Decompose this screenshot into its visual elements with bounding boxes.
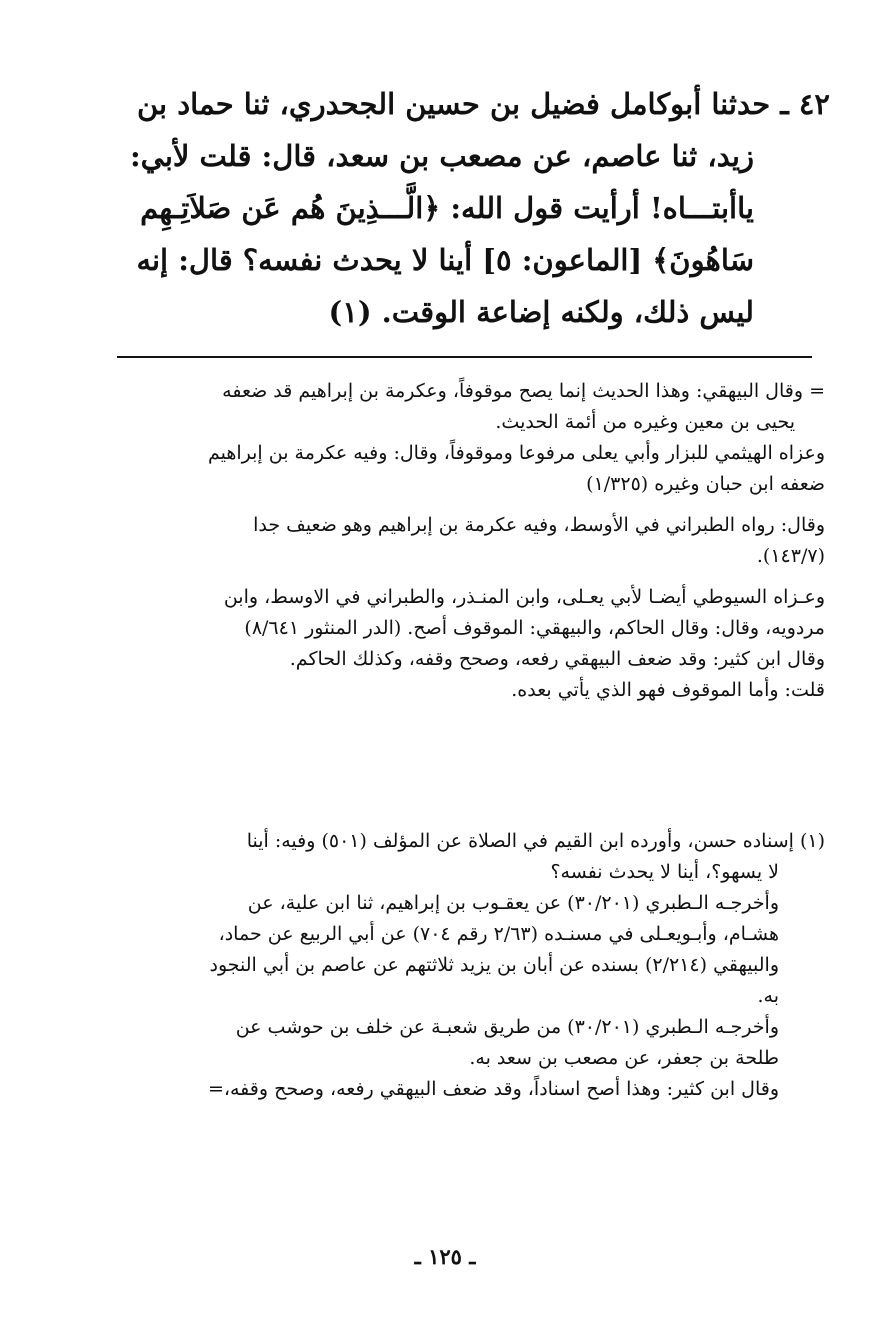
footnote-line: (١) إسناده حسن، وأورده ابن القيم في الصلاة عن المؤلف (٥٠١) وفيه: أينا: [246, 830, 825, 852]
footnote-line: طلحة بن جعفر، عن مصعب بن سعد به.: [469, 1047, 779, 1069]
page-number: ـ ١٢٥ ـ: [414, 1244, 476, 1269]
hadith-line: ليس ذلك، ولكنه إضاعة الوقت. (١): [328, 295, 754, 329]
footnote-line: هشـام، وأبـويعـلى في مسنـده (٢/٦٣ رقم ٧٠٤) عن أبي الربيع عن حماد،: [218, 923, 779, 945]
footnote-line: ضعفه ابن حبان وغيره (١/٣٢٥): [586, 473, 825, 495]
footnote-line: وعزاه الهيثمي للبزار وأبي يعلى مرفوعا وموقوفاً، وقال: وفيه عكرمة بن إبراهيم: [207, 442, 825, 464]
footnote-line: يحيى بن معين وغيره من أئمة الحديث.: [495, 411, 795, 433]
footnote-line: لا يسهو؟، أينا لا يحدث نفسه؟: [550, 861, 779, 883]
footnote-line: وقال: رواه الطبراني في الأوسط، وفيه عكرمة بن إبراهيم وهو ضعيف جدا: [253, 514, 825, 536]
footnote-line: وعـزاه السيوطي أيضـا لأبي يعـلى، وابن المنـذر، والطبراني في الاوسط، وابن: [223, 586, 825, 608]
hadith-text: [110, 78, 830, 338]
footnote-line: = وقال البيهقي: وهذا الحديث إنما يصح موقوفاً، وعكرمة بن إبراهيم قد ضعفه: [222, 380, 825, 402]
footnote-line: وأخرجـه الـطبري (٣٠/٢٠١) من طريق شعبـة عن خلف بن حوشب عن: [235, 1016, 779, 1038]
hadith-line: زيد، ثنا عاصم، عن مصعب بن سعد، قال: قلت لأبي:: [129, 139, 754, 173]
footnote-line: وأخرجـه الـطبري (٣٠/٢٠١) عن يعقـوب بن إبراهيم، ثنا ابن علية، عن: [247, 892, 779, 914]
footnote-line: وقال ابن كثير: وقد ضعف البيهقي رفعه، وصحح وقفه، وكذلك الحاكم.: [289, 648, 825, 670]
footnote-line: مردويه، وقال: وقال الحاكم، والبيهقي: الموقوف أصح. (الدر المنثور ٨/٦٤١): [244, 617, 825, 639]
hadith-line: ٤٢ ـ حدثنا أبوكامل فضيل بن حسين الجحدري، ثنا حماد بن: [136, 87, 830, 121]
footnote-line: به.: [757, 985, 779, 1007]
hadith-line: ياأبتـــاه! أرأيت قول الله: ﴿الَّـــذِينَ هُم عَن صَلاَتِـهِم: [140, 191, 754, 225]
footnotes-continued: [110, 376, 825, 706]
hadith-line: سَاهُونَ﴾ [الماعون: ٥] أينا لا يحدث نفسه؟ قال: إنه: [136, 243, 754, 277]
footnote-line: قلت: وأما الموقوف فهو الذي يأتي بعده.: [511, 679, 825, 701]
footnote-line: وقال ابن كثير: وهذا أصح اسناداً، وقد ضعف البيهقي رفعه، وصحح وقفه،=: [207, 1078, 779, 1100]
footnote-separator: [117, 356, 812, 358]
footnote-line: والبيهقي (٢/٢١٤) بسنده عن أبان بن يزيد ثلاثتهم عن عاصم بن أبي النجود: [209, 954, 779, 976]
footnote-line: (١٤٣/٧).: [756, 545, 825, 567]
footnote-1: [110, 826, 825, 1105]
